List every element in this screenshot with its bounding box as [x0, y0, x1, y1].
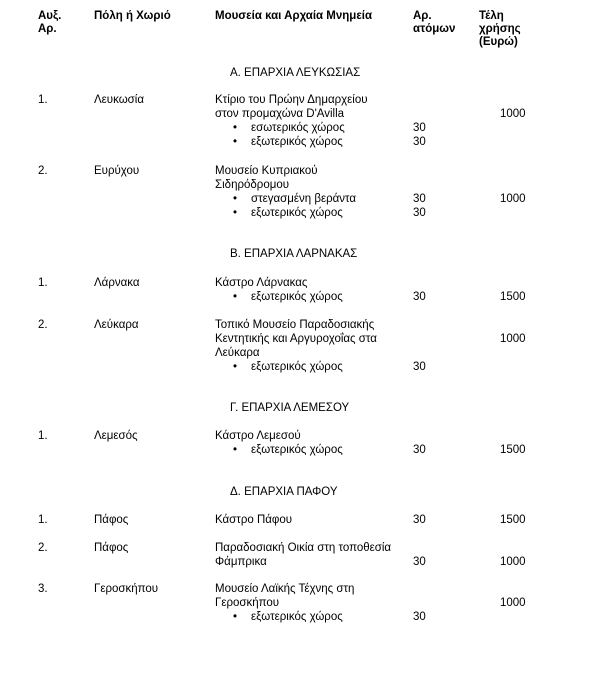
museum-line: Κτίριο του Πρώην Δημαρχείου — [215, 94, 368, 106]
row-fees: 1500 — [500, 444, 526, 456]
header-fees — [479, 10, 521, 49]
museum-line: Μουσείο Κυπριακού — [215, 165, 318, 177]
museum-line: Φάμπρικα — [215, 556, 267, 568]
bullet-item: • εξωτερικός χώρος — [215, 360, 405, 374]
museum-line: Σιδηρόδρομου — [215, 179, 290, 191]
section-title-text: Δ. ΕΠΑΡΧΙΑ ΠΑΦΟΥ — [230, 486, 338, 498]
bullet-item: • εξωτερικός χώρος — [215, 290, 405, 304]
row-number: 2. — [38, 165, 48, 177]
row-people: 30 — [413, 514, 426, 526]
museum-line: Κάστρο Λεμεσού — [215, 430, 301, 442]
row-fees: 1500 — [500, 514, 526, 526]
header-number-line: Αρ. — [38, 23, 57, 35]
header-city-label: Πόλη ή Χωριό — [94, 10, 171, 22]
museum-line: Λεύκαρα — [215, 347, 260, 359]
people-value: 30 — [413, 136, 426, 148]
row-city: Πάφος — [94, 542, 129, 554]
header-people-line: ατόμων — [413, 23, 456, 35]
row-people — [413, 121, 426, 149]
museum-line: Μουσείο Λαϊκής Τέχνης στη — [215, 583, 355, 595]
row-city: Λευκωσία — [94, 94, 144, 106]
row-number: 1. — [38, 514, 48, 526]
museum-line: στον προμαχώνα D'Avilla — [215, 108, 345, 120]
museum-line: Τοπικό Μουσείο Παραδοσιακής — [215, 319, 375, 331]
row-city: Πάφος — [94, 514, 129, 526]
row-number: 2. — [38, 542, 48, 554]
header-number-line: Αυξ. — [38, 10, 62, 22]
row-museum — [215, 582, 405, 624]
museum-line: Κάστρο Πάφου — [215, 514, 293, 526]
section-title-text: Α. ΕΠΑΡΧΙΑ ΛΕΥΚΩΣΙΑΣ — [230, 67, 361, 79]
row-city: Λάρνακα — [94, 277, 140, 289]
header-number — [38, 10, 61, 36]
museum-line: Κεντητικής και Αργυροχοΐας στα — [215, 333, 377, 345]
people-value: 30 — [413, 193, 426, 205]
header-museums — [215, 10, 372, 23]
row-fees: 1000 — [500, 333, 526, 345]
row-fees: 1000 — [500, 597, 526, 609]
people-value: 30 — [413, 207, 426, 219]
row-people — [413, 192, 426, 220]
header-people-line: Αρ. — [413, 10, 432, 22]
museum-line: Κάστρο Λάρνακας — [215, 277, 308, 289]
row-fees: 1000 — [500, 556, 526, 568]
row-people: 30 — [413, 611, 426, 623]
row-museum — [215, 318, 405, 374]
section-title-text: Γ. ΕΠΑΡΧΙΑ ΛΕΜΕΣΟΥ — [230, 402, 350, 414]
bullet-item: • στεγασμένη βεράντα — [215, 192, 405, 206]
row-people: 30 — [413, 444, 426, 456]
row-people: 30 — [413, 291, 426, 303]
museum-line: Παραδοσιακή Οικία στη τοποθεσία — [215, 542, 392, 554]
bullet-item: • εξωτερικός χώρος — [215, 135, 405, 149]
row-people: 30 — [413, 361, 426, 373]
row-museum — [215, 429, 405, 457]
header-city — [94, 10, 171, 23]
bullet-item: • εξωτερικός χώρος — [215, 206, 405, 220]
bullet-item: • εξωτερικός χώρος — [215, 610, 405, 624]
row-number: 1. — [38, 277, 48, 289]
row-fees: 1500 — [500, 291, 526, 303]
row-number: 1. — [38, 430, 48, 442]
row-museum — [215, 93, 405, 149]
row-people: 30 — [413, 556, 426, 568]
row-museum — [215, 541, 405, 569]
header-fees-line: (Ευρώ) — [479, 36, 518, 48]
row-number: 1. — [38, 94, 48, 106]
section-title-text: Β. ΕΠΑΡΧΙΑ ΛΑΡΝΑΚΑΣ — [230, 248, 358, 260]
row-city: Λεύκαρα — [94, 319, 139, 331]
row-museum — [215, 513, 405, 527]
header-people — [413, 10, 455, 36]
museum-line: Γεροσκήπου — [215, 597, 280, 609]
row-city: Λεμεσός — [94, 430, 138, 442]
bullet-item: • εσωτερικός χώρος — [215, 121, 405, 135]
row-city: Γεροσκήπου — [94, 583, 159, 595]
row-museum — [215, 276, 405, 304]
bullet-item: • εξωτερικός χώρος — [215, 443, 405, 457]
row-number: 2. — [38, 319, 48, 331]
header-fees-line: Τέλη — [479, 10, 504, 22]
row-fees: 1000 — [500, 193, 526, 205]
row-museum — [215, 164, 405, 220]
people-value: 30 — [413, 122, 426, 134]
row-fees: 1000 — [500, 108, 526, 120]
row-number: 3. — [38, 583, 48, 595]
header-museums-label: Μουσεία και Αρχαία Μνημεία — [215, 10, 373, 22]
header-fees-line: χρήσης — [479, 23, 521, 35]
row-city: Ευρύχου — [94, 165, 140, 177]
